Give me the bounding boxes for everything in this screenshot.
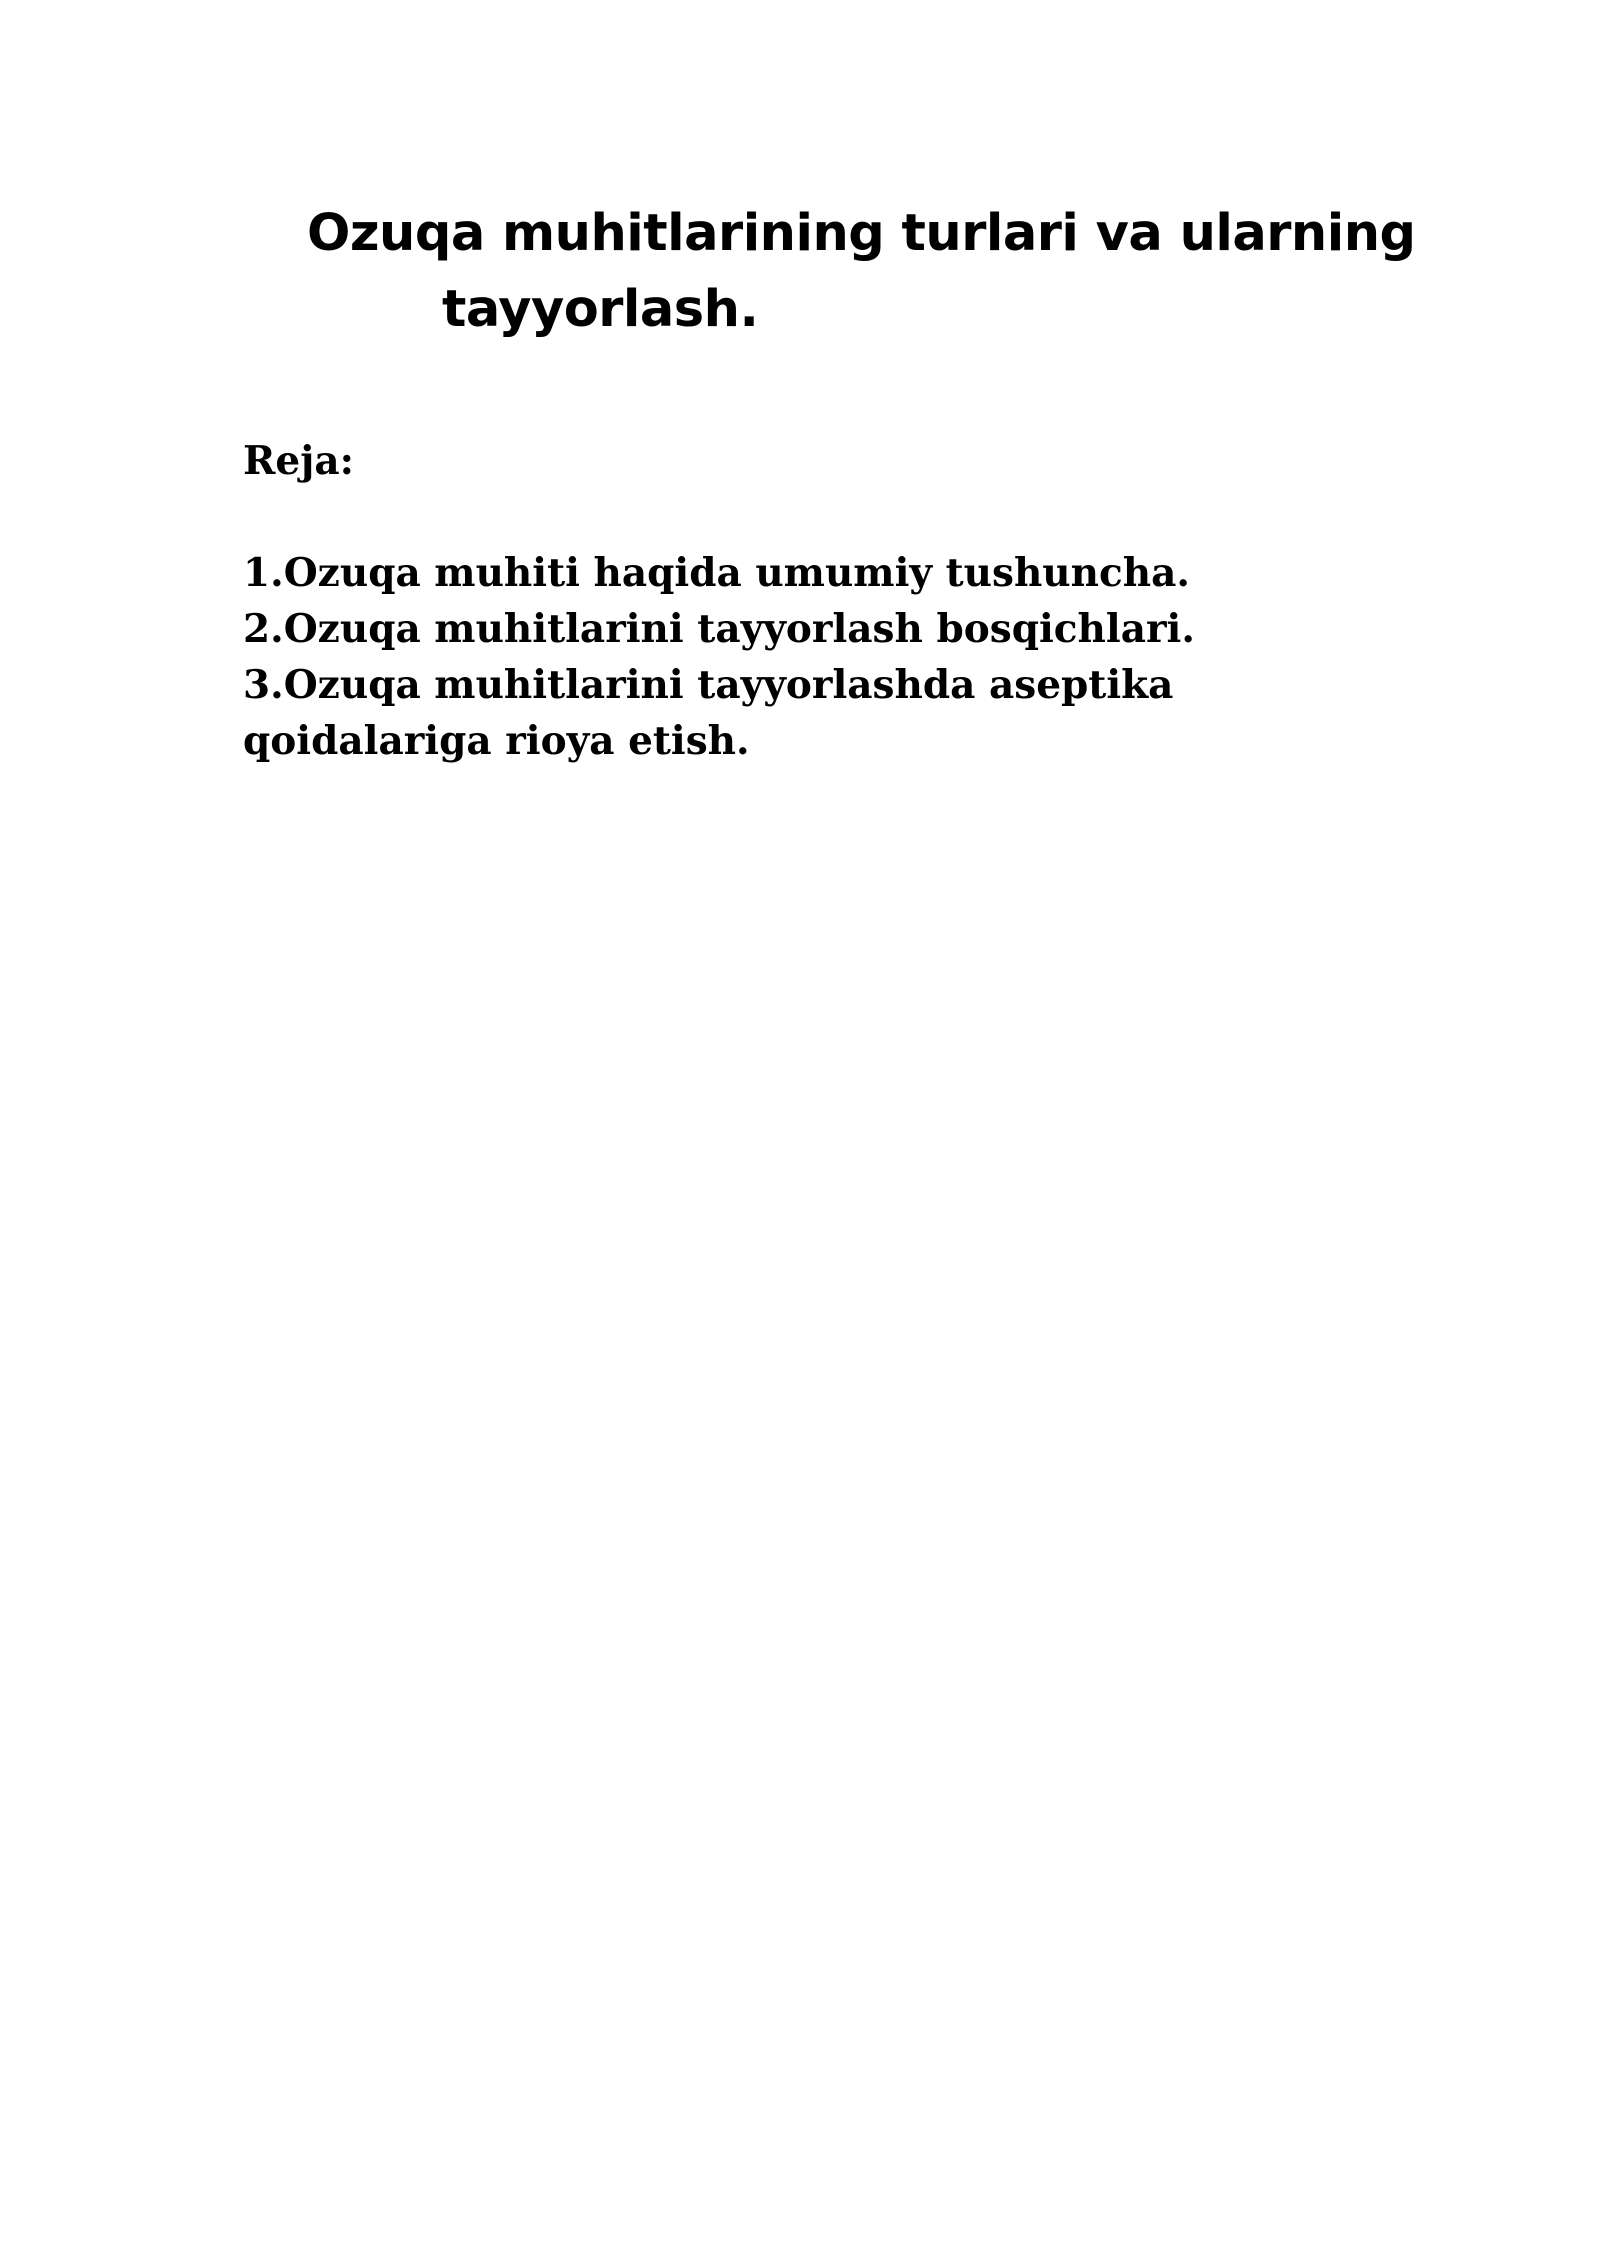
plan-item-1: [243, 545, 1195, 601]
plan-item-1-line-1: 1.Ozuqa muhiti haqida umumiy tushuncha.: [243, 550, 1190, 596]
title-line-2: tayyorlash.: [442, 280, 759, 339]
plan-heading: Reja:: [243, 438, 355, 484]
plan-item-3: [243, 657, 1195, 769]
plan-item-3-line-2: qoidalariga rioya etish.: [243, 718, 750, 764]
plan-list: [243, 545, 1195, 769]
page-title: [307, 196, 1416, 348]
plan-item-2-line-1: 2.Ozuqa muhitlarini tayyorlash bosqichlari.: [243, 606, 1195, 652]
plan-item-3-line-1: 3.Ozuqa muhitlarini tayyorlashda aseptika: [243, 662, 1174, 708]
title-line-1: Ozuqa muhitlarining turlari va ularning: [307, 204, 1416, 263]
plan-item-2: [243, 601, 1195, 657]
